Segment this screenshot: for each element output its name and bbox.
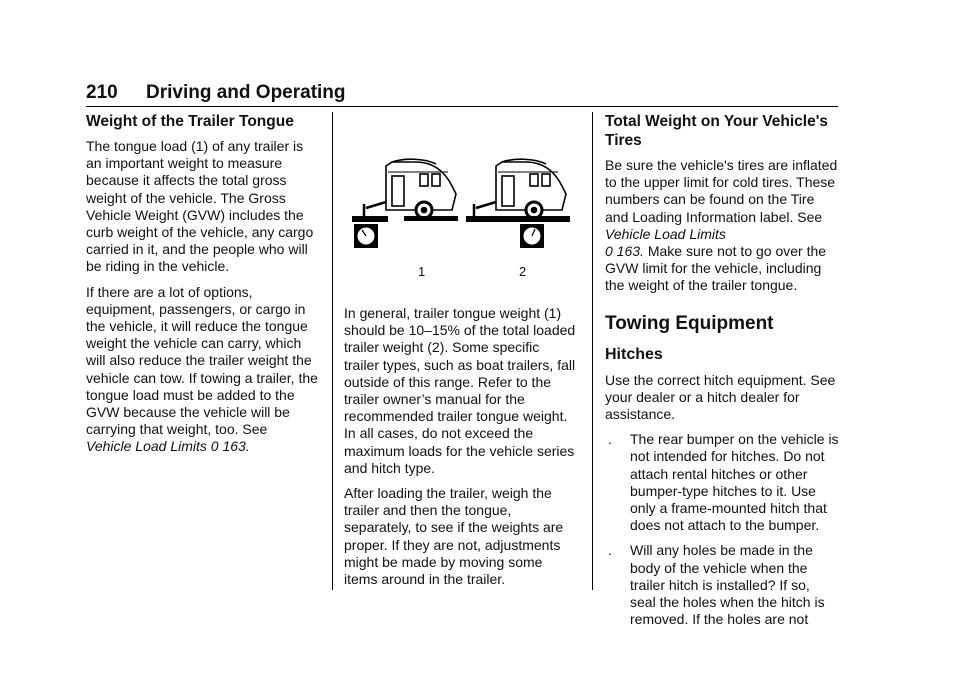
list-item-text: Will any holes be made in the body of the vehicle when the trailer hitch is installed? If so, seal the holes when the hitch is removed. If the holes are not — [630, 542, 825, 628]
trailer-icon — [364, 159, 456, 218]
scale-platform — [466, 216, 570, 222]
trailer-scales-illustration — [344, 112, 578, 288]
trailer-weight-figure — [344, 112, 578, 288]
figure-label-2: 2 — [519, 264, 527, 279]
paragraph: After loading the trailer, weigh the trailer and then the tongue, separately, to see if the weights are proper. If they are not, adjustments might be made by moving some items around in the trailer. — [344, 485, 564, 588]
heading-towing-equipment: Towing Equipment — [605, 312, 774, 334]
bullet-marker: . — [608, 542, 612, 559]
column-divider — [592, 112, 593, 590]
figure-label-1: 1 — [418, 264, 426, 279]
page-number: 210 — [86, 82, 118, 103]
cross-reference-link[interactable]: Vehicle Load Limits 0 163. — [605, 225, 726, 260]
list-item — [605, 542, 839, 628]
column-middle — [344, 112, 578, 596]
section-title: Driving and Operating — [146, 82, 346, 103]
bullet-marker: . — [608, 431, 612, 448]
list-item-text: The rear bumper on the vehicle is not intended for hitches. Do not attach rental hitches or other bumper-type hitches to it. Use only a frame-mounted hitch that does not attach to the bumper. — [630, 431, 839, 534]
heading-trailer-tongue: Weight of the Trailer Tongue — [86, 113, 294, 130]
page-header — [86, 82, 838, 107]
paragraph: The tongue load (1) of any trailer is an important weight to measure because it affects the total gross weight of the vehicle. The Gross Vehicle Weight (GVW) includes the curb weight of the vehicle, any cargo carried in it, and the people who will be riding in the vehicle. — [86, 138, 314, 275]
column-divider — [332, 112, 333, 590]
paragraph: Be sure the vehicle's tires are inflated to the upper limit for cold tires. These numbers can be found on the Tire and Loading Information label. See Vehicle Load Limits 0 163. Make sure not to go over the GVW limit for the vehicle, including the weight of the trailer tongue. — [605, 157, 838, 294]
list-item — [605, 431, 839, 534]
cross-reference-link[interactable]: Vehicle Load Limits 0 163. — [86, 438, 250, 455]
column-right — [605, 112, 839, 636]
column-left — [86, 112, 322, 464]
trailer-icon — [474, 159, 566, 218]
heading-total-weight: Total Weight on Your Vehicle's Tires — [605, 113, 829, 149]
paragraph: In general, trailer tongue weight (1) should be 10–15% of the total loaded trailer weight (2). Some specific trailer types, such as boat trailers, fall outside of this range. Refer to the trailer owner’s manual for the recommended trailer tongue weight. In all cases, do not exceed the maximum loads for the vehicle series and hitch type. — [344, 305, 576, 476]
paragraph: Use the correct hitch equipment. See your dealer or a hitch dealer for assistance. — [605, 371, 836, 423]
scale-platform — [352, 216, 388, 222]
heading-hitches: Hitches — [605, 345, 663, 363]
paragraph: If there are a lot of options, equipment, passengers, or cargo in the vehicle, it will reduce the tongue weight the vehicle can carry, which will also reduce the trailer weight the vehicle can tow. If towing a trailer, the tongue load must be added to the GVW because the vehicle will be carrying that weight, too. See Vehicle Load Limits 0 163. — [86, 283, 318, 455]
